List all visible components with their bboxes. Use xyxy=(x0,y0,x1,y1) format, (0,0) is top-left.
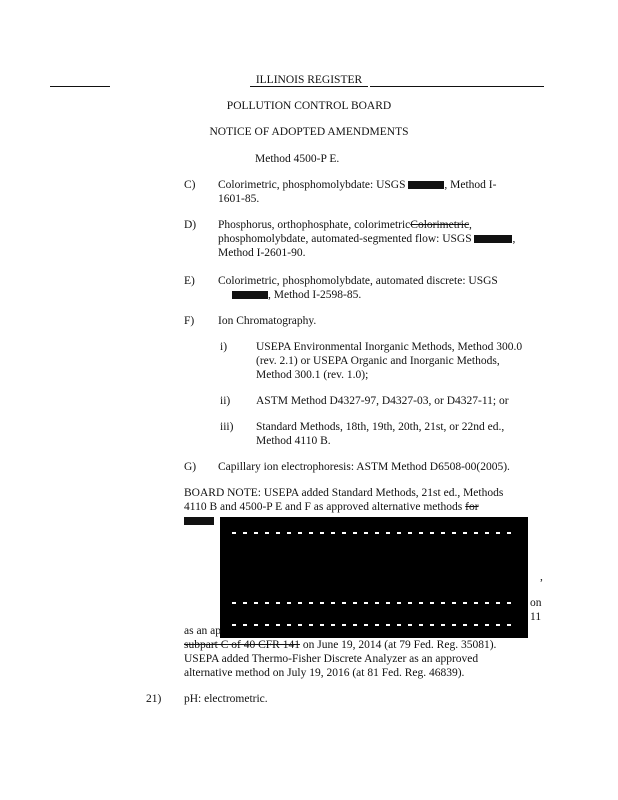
redaction-mark xyxy=(474,235,512,243)
item-f-i-line1: USEPA Environmental Inorganic Methods, Method 300.0 xyxy=(256,341,523,353)
item-e-line1: Colorimetric, phosphomolybdate, automated discrete: USGS xyxy=(218,275,498,287)
item-f-iii-label: iii) xyxy=(220,421,234,433)
item-e-line2-text: , Method I-2598-85. xyxy=(268,289,362,301)
item-d-line3: Method I-2601-90. xyxy=(218,247,306,259)
item-e-line2 xyxy=(218,288,361,302)
board-note-subpart-line xyxy=(184,638,496,652)
item-f-i-line3: Method 300.1 (rev. 1.0); xyxy=(256,369,369,381)
board-note-right-frag-b: on xyxy=(530,597,542,609)
item-c-label: C) xyxy=(184,179,196,191)
item-f-iii-line1: Standard Methods, 18th, 19th, 20th, 21st, or 22nd ed., xyxy=(256,421,505,433)
item-f-ii-label: ii) xyxy=(220,395,231,407)
item-d-label: D) xyxy=(184,219,197,231)
redaction-block xyxy=(220,517,528,638)
board-note-line2-strike: for xyxy=(465,501,479,513)
item-d-line2-comma: , xyxy=(512,233,516,245)
register-title: ILLINOIS REGISTER xyxy=(255,74,363,86)
item-d-line1 xyxy=(218,218,472,232)
item-c-text-a: Colorimetric, phosphomolybdate: USGS xyxy=(218,179,406,191)
item-c-line1 xyxy=(218,178,496,192)
item-f-iii-line2: Method 4110 B. xyxy=(256,435,331,447)
board-note-alt-line: alternative method on July 19, 2016 (at 81 Fed. Reg. 46839). xyxy=(184,667,465,679)
item-d-line2 xyxy=(218,232,515,246)
board-note-subpart-text: on June 19, 2014 (at 79 Fed. Reg. 35081). xyxy=(299,639,497,651)
board-note-line2 xyxy=(184,500,479,514)
board-note-right-frag-a: , xyxy=(540,571,543,583)
item-21-text: pH: electrometric. xyxy=(184,693,268,705)
redaction-mark xyxy=(408,181,444,189)
board-note-subpart-strike: subpart C of 40 CFR 141 xyxy=(184,639,300,651)
redaction-mark xyxy=(232,291,268,299)
board-title: POLLUTION CONTROL BOARD xyxy=(226,100,392,112)
board-note-line3 xyxy=(184,514,214,528)
item-d-text-b: , xyxy=(469,219,472,231)
item-f-i-line2: (rev. 2.1) or USEPA Organic and Inorganic Methods, xyxy=(256,355,500,367)
item-f-i-label: i) xyxy=(220,341,228,353)
board-note-usepa-line: USEPA added Thermo-Fisher Discrete Analyzer as an approved xyxy=(184,653,479,665)
item-g-line1: Capillary ion electrophoresis: ASTM Method D6508-00(2005). xyxy=(218,461,510,473)
redaction-speckle xyxy=(232,532,517,534)
redaction-mark xyxy=(184,517,214,525)
item-21-label: 21) xyxy=(146,693,162,705)
board-note-line2-text: 4110 B and 4500-P E and F as approved alternative methods xyxy=(184,501,463,513)
item-d-line2-text: phosphomolybdate, automated-segmented flow: USGS xyxy=(218,233,472,245)
item-g-label: G) xyxy=(184,461,197,473)
redaction-speckle xyxy=(232,602,517,604)
board-note-right-frag-c: 11 xyxy=(530,611,542,623)
item-f-label: F) xyxy=(184,315,195,327)
item-f-title: Ion Chromatography. xyxy=(218,315,317,327)
item-e-label: E) xyxy=(184,275,195,287)
item-d-strike: Colorimetric xyxy=(410,219,470,231)
lead-line: Method 4500-P E. xyxy=(255,153,340,165)
notice-title: NOTICE OF ADOPTED AMENDMENTS xyxy=(209,126,409,138)
item-c-text-b: , Method I- xyxy=(444,179,497,191)
redaction-speckle xyxy=(232,624,517,626)
board-note-line1: BOARD NOTE: USEPA added Standard Methods, 21st ed., Methods xyxy=(184,487,504,499)
item-c-line2: 1601-85. xyxy=(218,193,260,205)
item-f-ii-line1: ASTM Method D4327-97, D4327-03, or D4327-11; or xyxy=(256,395,509,407)
item-d-text-a: Phosphorus, orthophosphate, colorimetric xyxy=(218,219,411,231)
board-note-as-an: as an ap xyxy=(184,625,222,637)
